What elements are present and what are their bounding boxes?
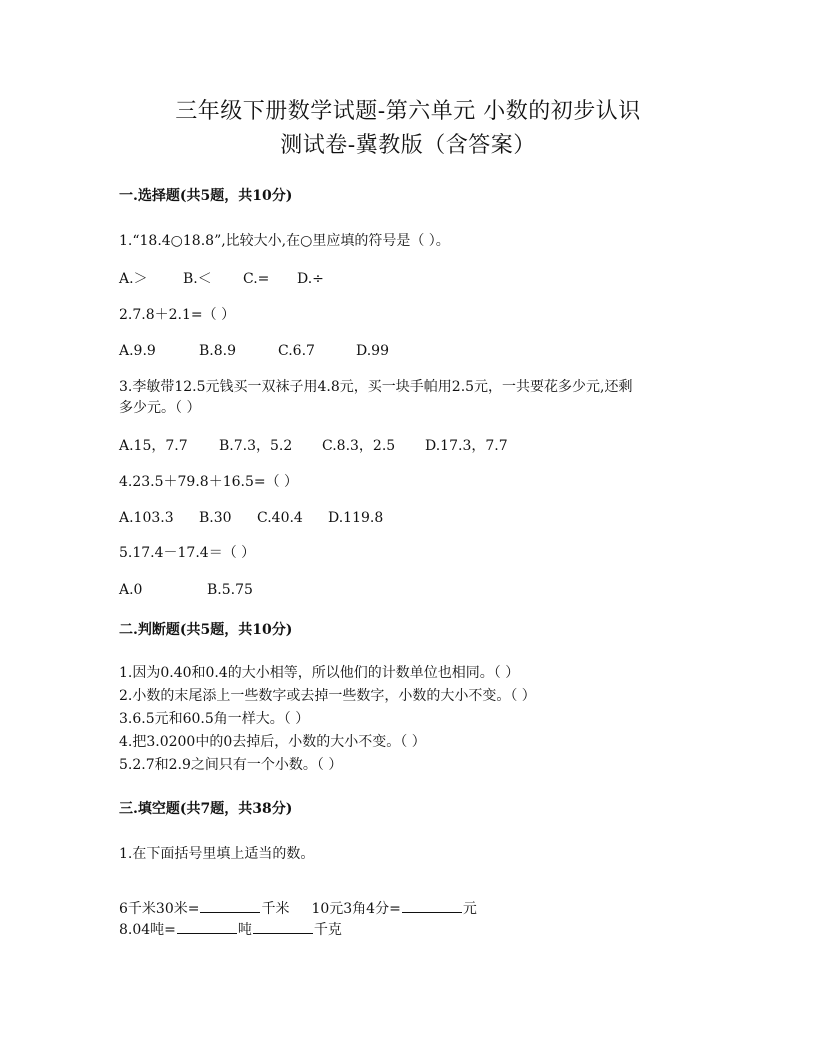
judgement-item: 2.小数的末尾添上一些数字或去掉一些数字，小数的大小不变。（ ）	[119, 688, 536, 704]
option-b: B.8.9	[199, 343, 237, 359]
option-a: A.0	[119, 582, 143, 598]
option-c: C.40.4	[257, 510, 303, 526]
fill-prefix: 8.04吨=	[119, 922, 176, 938]
fill-question-1-row-2	[119, 919, 342, 940]
fill-question-1-row-1	[119, 898, 477, 919]
judgement-item: 4.把3.0200中的0去掉后，小数的大小不变。（ ）	[119, 734, 426, 750]
option-d: D.17.3，7.7	[425, 438, 508, 454]
section-heading-choice: 一.选择题(共5题，共10分)	[119, 188, 293, 204]
fill-unit: 吨	[237, 922, 252, 938]
fill-unit: 元	[462, 901, 477, 917]
page-title-line-2: 测试卷-冀教版（含答案）	[280, 133, 536, 158]
question-5-text: 5.17.4－17.4＝（ ）	[119, 545, 256, 561]
answer-blank[interactable]	[200, 898, 260, 913]
question-3-text-line-1: 3.李敏带12.5元钱买一双袜子用4.8元，买一块手帕用2.5元，一共要花多少元,还剩	[119, 379, 633, 395]
section-heading-judgement: 二.判断题(共5题，共10分)	[119, 622, 293, 638]
option-a: A.15，7.7	[119, 438, 188, 454]
option-b: B.5.75	[207, 582, 253, 598]
fill-prefix: 6千米30米=	[119, 901, 200, 917]
answer-blank[interactable]	[402, 898, 462, 913]
option-a: A.9.9	[119, 343, 156, 359]
question-3-options	[119, 436, 508, 456]
option-c: C.8.3，2.5	[322, 438, 396, 454]
fill-question-1-text: 1.在下面括号里填上适当的数。	[119, 846, 315, 862]
judgement-item: 3.6.5元和60.5角一样大。（ ）	[119, 711, 310, 727]
question-5-options	[119, 580, 253, 600]
answer-blank[interactable]	[177, 919, 237, 934]
question-4-options	[119, 508, 383, 528]
option-d: D.119.8	[328, 510, 384, 526]
question-4-text: 4.23.5＋79.8＋16.5=（ ）	[119, 474, 299, 490]
question-2-options	[119, 341, 389, 361]
option-b: B.7.3，5.2	[219, 438, 293, 454]
judgement-item: 1.因为0.40和0.4的大小相等，所以他们的计数单位也相同。（ ）	[119, 665, 520, 681]
fill-prefix: 10元3角4分=	[311, 901, 401, 917]
option-b: B.30	[199, 510, 232, 526]
judgement-item: 5.2.7和2.9之间只有一个小数。（ ）	[119, 757, 343, 773]
option-a: A.＞	[119, 271, 148, 287]
option-d: D.÷	[297, 271, 324, 287]
option-b: B.＜	[183, 271, 212, 287]
option-a: A.103.3	[119, 510, 174, 526]
option-c: C.=	[243, 271, 270, 287]
question-3-text-line-2: 多少元。（ ）	[119, 400, 201, 416]
section-heading-fill-in: 三.填空题(共7题，共38分)	[119, 801, 293, 817]
page-title-line-1: 三年级下册数学试题-第六单元 小数的初步认识	[175, 99, 641, 124]
option-c: C.6.7	[278, 343, 315, 359]
question-1-options	[119, 269, 324, 289]
question-1-text: 1.“18.4○18.8”,比较大小,在○里应填的符号是（ ）。	[119, 233, 450, 249]
question-2-text: 2.7.8＋2.1=（ ）	[119, 307, 236, 323]
option-d: D.99	[356, 343, 389, 359]
answer-blank[interactable]	[253, 919, 313, 934]
fill-unit: 千克	[313, 922, 342, 938]
fill-unit: 千米	[261, 901, 290, 917]
